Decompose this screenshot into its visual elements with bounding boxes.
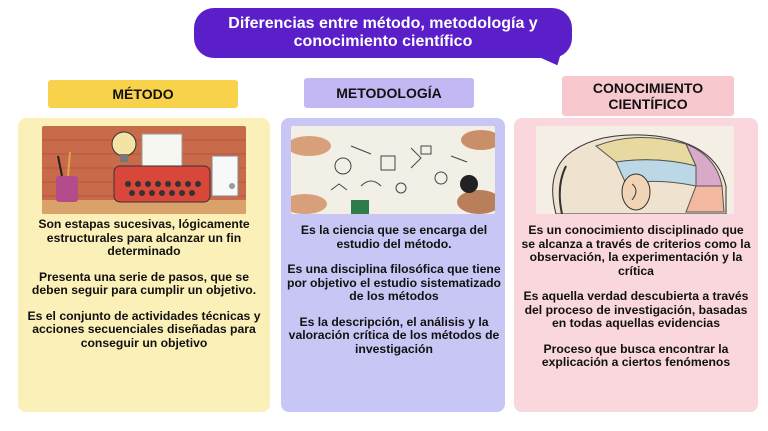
typewriter-icon bbox=[42, 126, 246, 214]
conocimiento-text bbox=[520, 224, 752, 382]
phrenology-head-icon bbox=[536, 126, 734, 214]
paragraph: Es el conjunto de actividades técnicas y acciones secuenciales diseñadas para conseguir un objetivo bbox=[27, 308, 261, 350]
header-label: CONOCIMIENTO CIENTÍFICO bbox=[592, 80, 704, 112]
panel-metodo bbox=[18, 118, 270, 412]
header-conocimiento-cientifico bbox=[562, 76, 734, 116]
panel-metodologia bbox=[281, 118, 505, 412]
panel-conocimiento-cientifico bbox=[514, 118, 758, 412]
hands-on-diagram-icon bbox=[291, 126, 495, 214]
header-metodo: MÉTODO bbox=[48, 80, 238, 108]
metodo-text bbox=[26, 218, 262, 362]
paragraph: Es aquella verdad descubierta a través del proceso de investigación, basadas en todas aquellas evidencias bbox=[523, 289, 749, 330]
paragraph: Presenta una serie de pasos, que se deben seguir para cumplir un objetivo. bbox=[31, 269, 257, 297]
paragraph: Es una disciplina filosófica que tiene por objetivo el estudio sistematizado de los métodos bbox=[287, 262, 501, 303]
paragraph: Proceso que busca encontrar la explicación a ciertos fenómenos bbox=[541, 341, 731, 369]
title-banner bbox=[194, 8, 572, 58]
metodologia-text bbox=[287, 224, 501, 368]
paragraph: Es un conocimiento disciplinado que se alcanza a través de criterios como la observación, la experimentación y la crítica bbox=[521, 223, 751, 278]
page-title: Diferencias entre método, metodología y conocimiento científico bbox=[228, 15, 538, 50]
paragraph: Es la descripción, el análisis y la valoración crítica de los métodos de investigación bbox=[288, 314, 500, 356]
paragraph: Es la ciencia que se encarga del estudio del método. bbox=[300, 223, 488, 251]
header-metodologia: METODOLOGÍA bbox=[304, 78, 474, 108]
paragraph: Son estapas sucesivas, lógicamente estructurales para alcanzar un fin determinado bbox=[38, 217, 250, 258]
